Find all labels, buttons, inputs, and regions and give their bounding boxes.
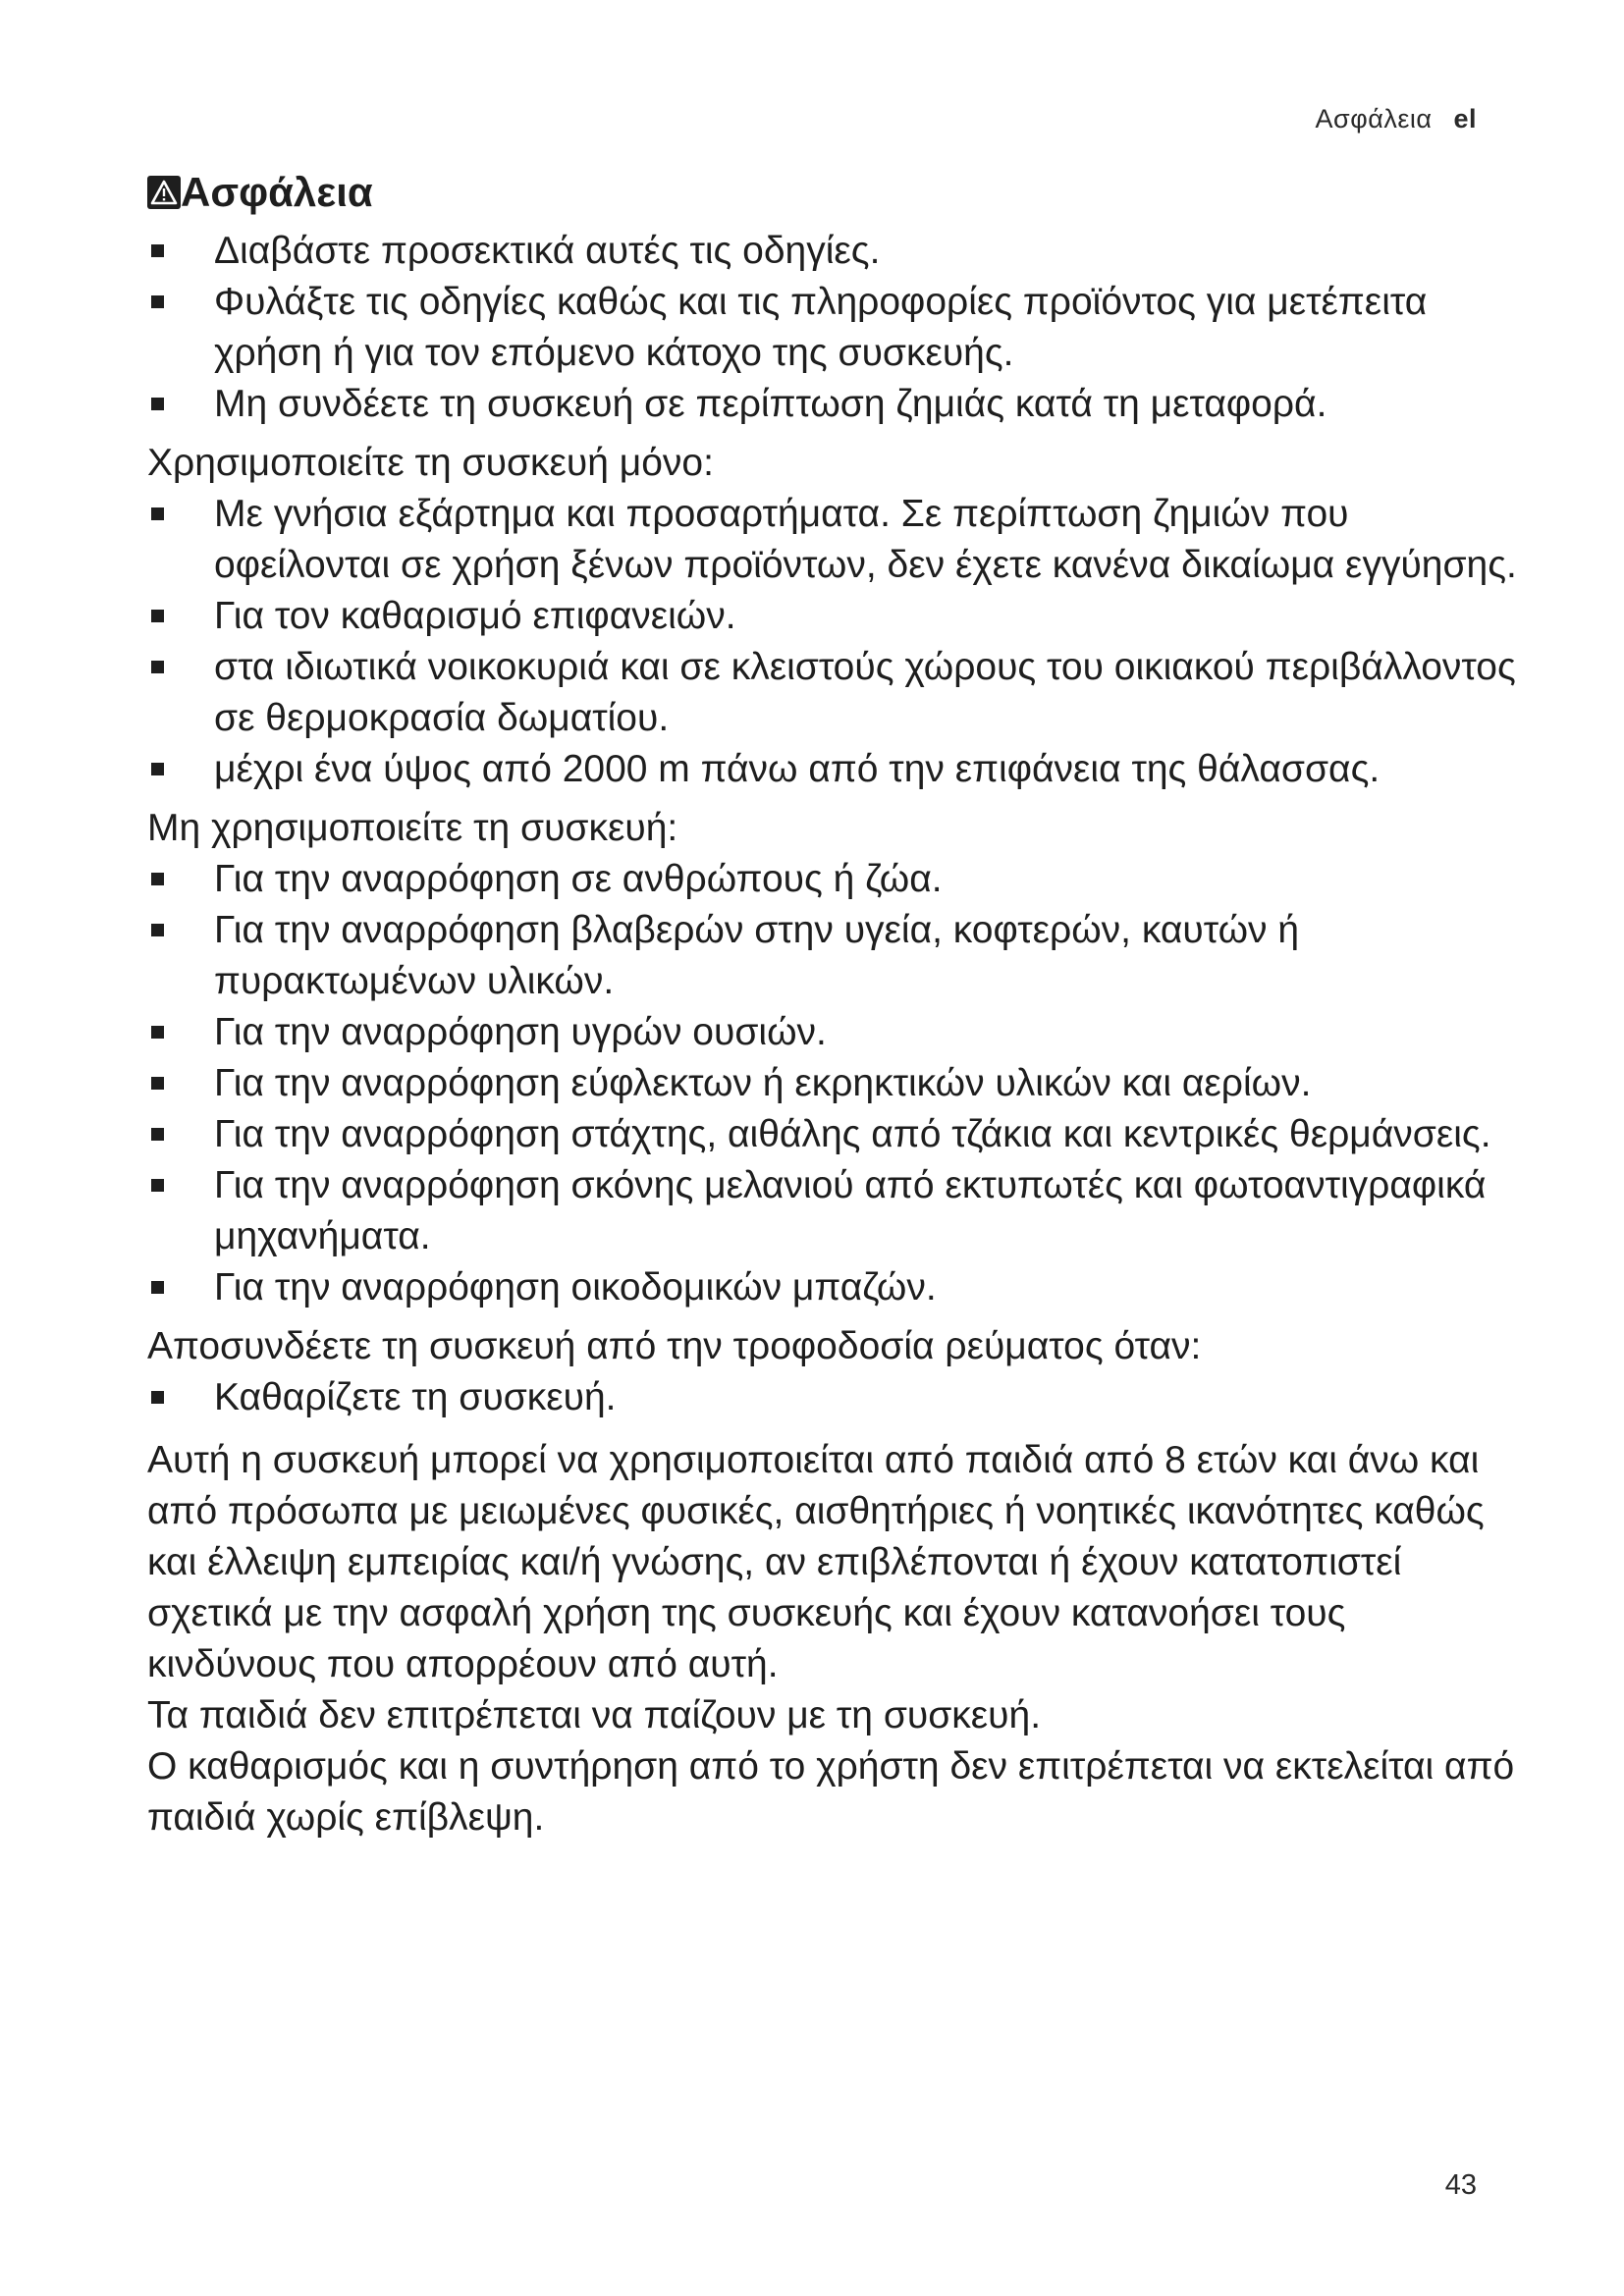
list-item: Φυλάξτε τις οδηγίες καθώς και τις πληροφορίες προϊόντος για μετέπειτα χρήση ή για τον επόμενο κάτοχο της συσκευής. bbox=[147, 277, 1522, 379]
list-item: Καθαρίζετε τη συσκευή. bbox=[147, 1372, 1522, 1423]
do-not-use-list bbox=[147, 854, 1522, 1313]
list-item: στα ιδιωτικά νοικοκυριά και σε κλειστούς χώρους του οικιακού περιβάλλοντος σε θερμοκρασία δωματίου. bbox=[147, 642, 1522, 744]
list-item: Με γνήσια εξάρτημα και προσαρτήματα. Σε περίπτωση ζημιών που οφείλονται σε χρήση ξένων προϊόντων, δεν έχετε κανένα δικαίωμα εγγύησης. bbox=[147, 489, 1522, 591]
section-title bbox=[147, 165, 1522, 220]
list-item: Για την αναρρόφηση στάχτης, αιθάλης από τζάκια και κεντρικές θερμάνσεις. bbox=[147, 1109, 1522, 1160]
page-content bbox=[147, 165, 1522, 1843]
children-cleaning-note: Ο καθαρισμός και η συντήρηση από το χρήστη δεν επιτρέπεται να εκτελείται από παιδιά χωρίς επίβλεψη. bbox=[147, 1745, 1515, 1839]
general-instructions-list bbox=[147, 226, 1522, 430]
use-only-list bbox=[147, 489, 1522, 795]
children-play-note: Τα παιδιά δεν επιτρέπεται να παίζουν με τη συσκευή. bbox=[147, 1694, 1042, 1736]
running-header bbox=[1316, 104, 1477, 134]
list-item: Για την αναρρόφηση σε ανθρώπους ή ζώα. bbox=[147, 854, 1522, 905]
list-item: Για την αναρρόφηση υγρών ουσιών. bbox=[147, 1007, 1522, 1058]
list-item: Μη συνδέετε τη συσκευή σε περίπτωση ζημιάς κατά τη μεταφορά. bbox=[147, 379, 1522, 430]
disconnect-intro: Αποσυνδέετε τη συσκευή από την τροφοδοσία ρεύματος όταν: bbox=[147, 1325, 1202, 1367]
list-item: Για την αναρρόφηση εύφλεκτων ή εκρηκτικών υλικών και αερίων. bbox=[147, 1058, 1522, 1109]
list-item: Για την αναρρόφηση βλαβερών στην υγεία, κοφτερών, καυτών ή πυρακτωμένων υλικών. bbox=[147, 905, 1522, 1007]
do-not-use-intro: Μη χρησιμοποιείτε τη συσκευή: bbox=[147, 807, 678, 849]
list-item: Για την αναρρόφηση οικοδομικών μπαζών. bbox=[147, 1262, 1522, 1313]
list-item: Για την αναρρόφηση σκόνης μελανιού από εκτυπωτές και φωτοαντιγραφικά μηχανήματα. bbox=[147, 1160, 1522, 1262]
list-item: μέχρι ένα ύψος από 2000 m πάνω από την επιφάνεια της θάλασσας. bbox=[147, 744, 1522, 795]
children-paragraph: Αυτή η συσκευή μπορεί να χρησιμοποιείται από παιδιά από 8 ετών και άνω και από πρόσωπα με μειωμένες φυσικές, αισθητήριες ή νοητικές ικανότητες καθώς και έλλειψη εμπειρίας και/ή γνώσης, αν επιβλέπονται ή έχουν κατατοπιστεί σχετικά με την ασφαλή χρήση της συσκευής και έχουν κατανοήσει τους κινδύνους που απορρέουν από αυτή. bbox=[147, 1439, 1485, 1685]
use-only-intro: Χρησιμοποιείτε τη συσκευή μόνο: bbox=[147, 442, 714, 484]
list-item: Για τον καθαρισμό επιφανειών. bbox=[147, 591, 1522, 642]
running-header-language: el bbox=[1453, 104, 1477, 133]
list-item: Διαβάστε προσεκτικά αυτές τις οδηγίες. bbox=[147, 226, 1522, 277]
disconnect-list bbox=[147, 1372, 1522, 1423]
section-title-text: Ασφάλεια bbox=[181, 169, 373, 215]
page-number: 43 bbox=[1444, 2169, 1477, 2201]
warning-icon bbox=[147, 176, 181, 209]
running-header-section: Ασφάλεια bbox=[1315, 104, 1433, 133]
